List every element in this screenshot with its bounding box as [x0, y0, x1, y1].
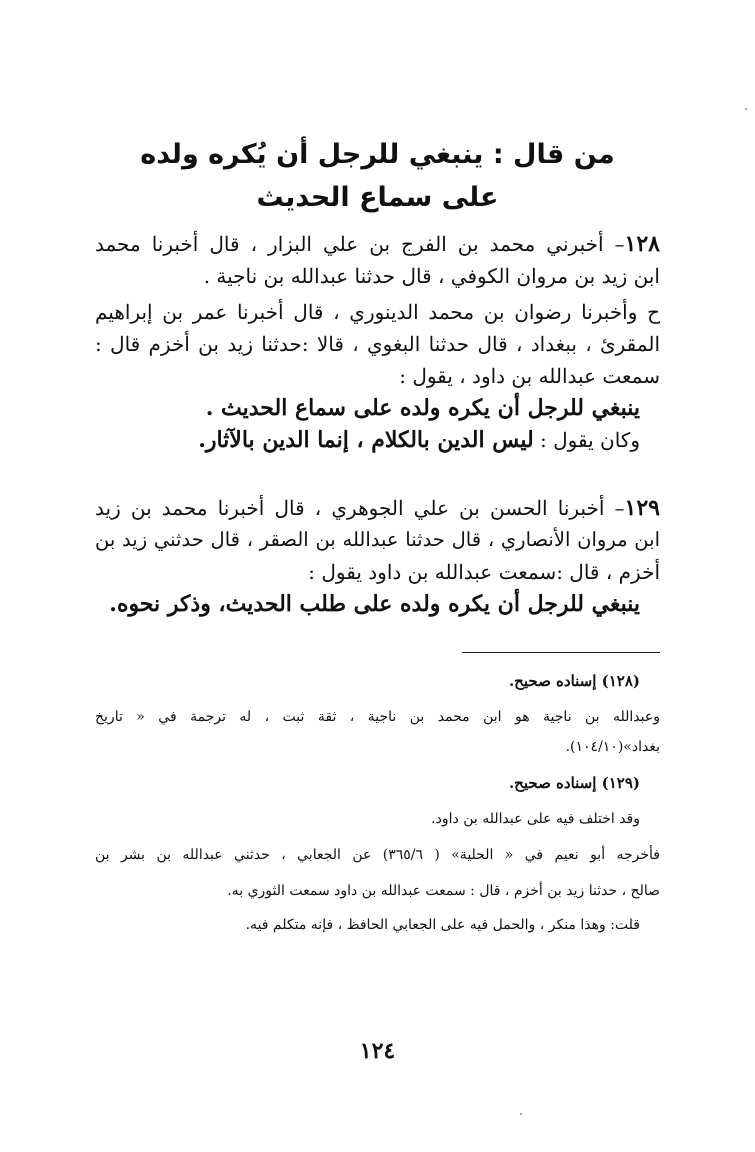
footnote-129-heading: (١٢٩) إسناده صحيح. — [508, 774, 640, 792]
scan-speck — [520, 1113, 522, 1115]
entry-129-line-3: أخزم ، قال :سمعت عبدالله بن داود يقول : — [308, 560, 660, 584]
entry-emphasis: ليس الدين بالكلام ، إنما الدين بالآثار. — [198, 427, 534, 453]
entry-128-quote: ينبغي للرجل أن يكره ولده على سماع الحديث . — [205, 395, 640, 421]
entry-number: ١٢٩ — [624, 495, 660, 521]
footnote-128-line-1: وعبدالله بن ناجية هو ابن محمد بن ناجية ، ثقة ثبت ، له ترجمة في « تاريخ — [95, 709, 660, 725]
page-number: ١٢٤ — [359, 1038, 396, 1064]
entry-129 — [95, 492, 660, 620]
entry-128-line-3: ح وأخبرنا رضوان بن محمد الدينوري ، قال أخبرنا عمر بن إبراهيم — [95, 300, 660, 324]
entry-128 — [95, 228, 660, 456]
entry-129-line-1 — [95, 492, 660, 524]
scan-speck — [745, 108, 747, 110]
footnote-128-heading: (١٢٨) إسناده صحيح. — [508, 672, 640, 690]
footnotes — [95, 666, 660, 940]
footnote-129-line-4: قلت: وهذا منكر ، والحمل فيه على الجعابي الحافظ ، فإنه متكلم فيه. — [245, 917, 640, 933]
entry-text: – أخبرني محمد بن الفرج بن علي البزار ، قال أخبرنا محمد — [95, 232, 625, 256]
footnote-128-line-2: بغداد»(١٠٤/١٠). — [565, 739, 660, 755]
footnote-129-line-1: وقد اختلف فيه على عبدالله بن داود. — [431, 811, 640, 827]
entry-129-quote: ينبغي للرجل أن يكره ولده على طلب الحديث، وذكر نحوه. — [109, 591, 640, 617]
footnote-separator — [462, 652, 660, 653]
entry-128-line-5: سمعت عبدالله بن داود ، يقول : — [399, 364, 660, 388]
entry-128-line-4: المقرئ ، ببغداد ، قال حدثنا البغوي ، قالا :حدثنا زيد بن أخزم قال : — [95, 332, 660, 356]
entry-text: وكان يقول : — [533, 428, 640, 452]
entry-128-line-2: ابن زيد بن مروان الكوفي ، قال حدثنا عبدالله بن ناجية . — [203, 264, 660, 288]
footnote-129-line-3: صالح ، حدثنا زيد بن أخزم ، قال : سمعت عبدالله بن داود سمعت الثوري به. — [227, 883, 660, 899]
entry-128-line-1 — [95, 228, 660, 260]
entry-129-line-2: ابن مروان الأنصاري ، قال حدثنا عبدالله بن الصقر ، قال حدثني زيد بن — [95, 528, 660, 551]
entry-128-line-7 — [95, 424, 660, 456]
entry-text: – أخبرنا الحسن بن علي الجوهري ، قال أخبرنا محمد بن زيد — [95, 496, 625, 520]
chapter-heading-line-2: على سماع الحديث — [256, 182, 499, 213]
chapter-heading-line-1: من قال : ينبغي للرجل أن يُكره ولده — [140, 139, 615, 170]
footnote-129-line-2: فأخرجه أبو نعيم في « الحلية» ( ٣٦٥/٦) عن الجعابي ، حدثني عبدالله بن بشر بن — [95, 847, 660, 863]
entry-number: ١٢٨ — [624, 231, 660, 257]
